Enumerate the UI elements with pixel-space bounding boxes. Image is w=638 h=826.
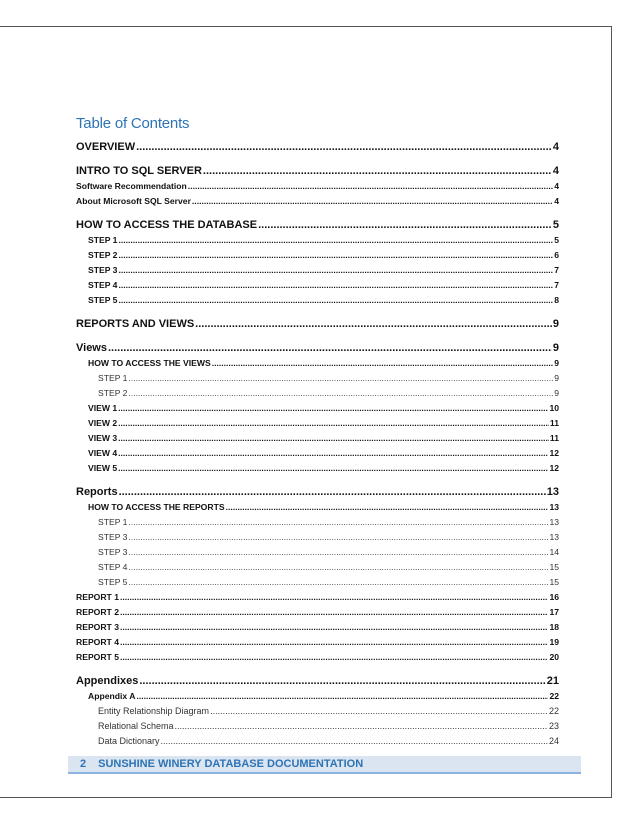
toc-entry-page: 13	[549, 517, 559, 527]
toc-leader-dots	[226, 500, 549, 515]
toc-entry-label: STEP 4	[98, 562, 128, 572]
toc-entry-page: 19	[549, 637, 559, 647]
toc-entry-label: REPORTS AND VIEWS	[76, 318, 195, 330]
toc-entry-page: 23	[548, 721, 559, 731]
toc-leader-dots	[118, 461, 548, 476]
toc-leader-dots	[120, 620, 548, 635]
toc-entry-label: STEP 2	[88, 250, 118, 260]
toc-leader-dots	[108, 341, 552, 356]
toc-leader-dots	[203, 164, 552, 179]
toc-entry-page: 13	[549, 502, 559, 512]
toc-leader-dots	[175, 719, 548, 734]
toc-entry[interactable]	[76, 485, 559, 500]
toc-leader-dots	[118, 278, 553, 293]
toc-entry[interactable]	[76, 218, 559, 233]
toc-entry[interactable]	[76, 605, 559, 620]
toc-leader-dots	[118, 233, 553, 248]
toc-entry-label: About Microsoft SQL Server	[76, 196, 191, 206]
toc-entry[interactable]	[76, 674, 559, 689]
toc-entry-page: 7	[554, 265, 559, 275]
toc-entry-page: 4	[552, 165, 559, 177]
toc-leader-dots	[212, 356, 554, 371]
toc-entry-page: 20	[549, 652, 559, 662]
toc-entry[interactable]	[76, 560, 559, 575]
toc-leader-dots	[118, 401, 548, 416]
toc-leader-dots	[128, 371, 553, 386]
toc-entry[interactable]	[76, 461, 559, 476]
toc-entry-label: STEP 3	[88, 265, 118, 275]
toc-entry-label: Views	[76, 342, 107, 354]
toc-entry-page: 8	[554, 295, 559, 305]
toc-entry-label: Appendix A	[88, 691, 136, 701]
toc-entry[interactable]	[76, 386, 559, 401]
toc-leader-dots	[161, 734, 548, 749]
toc-entry-page: 22	[548, 706, 559, 716]
toc-leader-dots	[118, 446, 548, 461]
toc-entry-label: Data Dictionary	[98, 736, 160, 746]
toc-leader-dots	[118, 416, 549, 431]
toc-leader-dots	[128, 515, 548, 530]
toc-entry-label: Software Recommendation	[76, 181, 187, 191]
toc-entry-label: Reports	[76, 486, 118, 498]
footer-page-number: 2	[80, 758, 87, 770]
toc-entry-page: 12	[549, 463, 559, 473]
toc-entry[interactable]	[76, 500, 559, 515]
toc-entry-label: STEP 5	[98, 577, 128, 587]
toc-entry[interactable]	[76, 635, 559, 650]
toc-entry-label: HOW TO ACCESS THE DATABASE	[76, 219, 258, 231]
toc-entry-label: REPORT 2	[76, 607, 119, 617]
toc-entry-label: STEP 5	[88, 295, 118, 305]
toc-leader-dots	[120, 650, 548, 665]
toc-leader-dots	[118, 431, 549, 446]
toc-entry[interactable]	[76, 140, 559, 155]
toc-entry-label: STEP 1	[88, 235, 118, 245]
toc-entry-page: 6	[554, 250, 559, 260]
toc-entry[interactable]	[76, 233, 559, 248]
toc-entry-page: 11	[549, 418, 559, 428]
toc-leader-dots	[136, 140, 552, 155]
toc-leader-dots	[128, 575, 548, 590]
toc-entry[interactable]	[76, 704, 559, 719]
toc-entry[interactable]	[76, 446, 559, 461]
table-of-contents	[76, 140, 559, 749]
toc-entry-label: Appendixes	[76, 675, 139, 687]
toc-leader-dots	[128, 386, 553, 401]
toc-leader-dots	[118, 293, 553, 308]
toc-entry-page: 13	[546, 486, 559, 498]
toc-entry-page: 11	[549, 433, 559, 443]
toc-entry-page: 9	[554, 373, 559, 383]
toc-leader-dots	[210, 704, 548, 719]
toc-leader-dots	[119, 485, 546, 500]
toc-entry-page: 9	[552, 342, 559, 354]
toc-entry-page: 9	[554, 358, 559, 368]
toc-entry-label: HOW TO ACCESS THE REPORTS	[88, 502, 225, 512]
toc-entry[interactable]	[76, 734, 559, 749]
toc-entry-page: 4	[554, 196, 559, 206]
toc-leader-dots	[136, 689, 548, 704]
toc-entry-label: STEP 3	[98, 532, 128, 542]
toc-entry-page: 5	[554, 235, 559, 245]
toc-entry-label: STEP 1	[98, 517, 128, 527]
toc-leader-dots	[118, 248, 553, 263]
toc-leader-dots	[120, 605, 548, 620]
toc-leader-dots	[128, 530, 548, 545]
toc-entry[interactable]	[76, 194, 559, 209]
toc-entry[interactable]	[76, 401, 559, 416]
toc-entry-label: STEP 4	[88, 280, 118, 290]
toc-leader-dots	[120, 590, 548, 605]
toc-entry-label: Relational Schema	[98, 721, 174, 731]
toc-entry-label: STEP 3	[98, 547, 128, 557]
toc-entry[interactable]	[76, 650, 559, 665]
toc-entry-label: VIEW 4	[88, 448, 118, 458]
toc-entry[interactable]	[76, 263, 559, 278]
toc-entry-label: REPORT 3	[76, 622, 119, 632]
toc-leader-dots	[120, 635, 548, 650]
toc-entry-page: 12	[549, 448, 559, 458]
page-footer	[68, 756, 581, 774]
toc-entry-page: 22	[549, 691, 559, 701]
toc-entry-label: STEP 1	[98, 373, 128, 383]
footer-title: SUNSHINE WINERY DATABASE DOCUMENTATION	[98, 758, 364, 770]
toc-entry[interactable]	[76, 575, 559, 590]
toc-entry[interactable]	[76, 620, 559, 635]
toc-entry-page: 9	[552, 318, 559, 330]
toc-entry-label: REPORT 4	[76, 637, 119, 647]
toc-entry[interactable]	[76, 590, 559, 605]
toc-entry-page: 15	[549, 562, 559, 572]
toc-entry[interactable]	[76, 431, 559, 446]
toc-entry[interactable]	[76, 356, 559, 371]
toc-leader-dots	[195, 317, 552, 332]
toc-entry-label: HOW TO ACCESS THE VIEWS	[88, 358, 211, 368]
toc-entry-page: 5	[552, 219, 559, 231]
toc-entry-label: VIEW 5	[88, 463, 118, 473]
toc-entry-label: REPORT 1	[76, 592, 119, 602]
toc-entry[interactable]	[76, 689, 559, 704]
toc-entry[interactable]	[76, 530, 559, 545]
toc-entry-label: OVERVIEW	[76, 141, 136, 153]
toc-leader-dots	[192, 194, 553, 209]
toc-entry[interactable]	[76, 341, 559, 356]
toc-entry-page: 17	[549, 607, 559, 617]
toc-entry[interactable]	[76, 293, 559, 308]
toc-entry-page: 15	[549, 577, 559, 587]
toc-title: Table of Contents	[76, 115, 190, 132]
toc-entry[interactable]	[76, 515, 559, 530]
toc-entry[interactable]	[76, 371, 559, 386]
toc-entry-page: 4	[552, 141, 559, 153]
toc-leader-dots	[128, 560, 548, 575]
toc-entry-page: 21	[546, 675, 559, 687]
toc-entry-page: 24	[548, 736, 559, 746]
toc-entry[interactable]	[76, 278, 559, 293]
toc-entry-page: 4	[554, 181, 559, 191]
toc-leader-dots	[258, 218, 552, 233]
toc-leader-dots	[188, 179, 553, 194]
toc-entry-page: 10	[549, 403, 559, 413]
toc-entry-label: VIEW 1	[88, 403, 118, 413]
toc-entry[interactable]	[76, 719, 559, 734]
toc-entry-label: VIEW 2	[88, 418, 118, 428]
toc-entry-label: STEP 2	[98, 388, 128, 398]
toc-leader-dots	[128, 545, 548, 560]
toc-entry[interactable]	[76, 416, 559, 431]
toc-entry[interactable]	[76, 164, 559, 179]
toc-leader-dots	[118, 263, 553, 278]
toc-entry-page: 14	[549, 547, 559, 557]
toc-entry[interactable]	[76, 317, 559, 332]
toc-entry[interactable]	[76, 179, 559, 194]
toc-entry-page: 13	[549, 532, 559, 542]
toc-entry-label: Entity Relationship Diagram	[98, 706, 210, 716]
toc-entry[interactable]	[76, 248, 559, 263]
toc-entry-label: REPORT 5	[76, 652, 119, 662]
toc-entry-label: INTRO TO SQL SERVER	[76, 165, 202, 177]
toc-entry-page: 7	[554, 280, 559, 290]
toc-entry-page: 18	[549, 622, 559, 632]
toc-entry-page: 16	[549, 592, 559, 602]
toc-entry-label: VIEW 3	[88, 433, 118, 443]
toc-leader-dots	[139, 674, 545, 689]
toc-entry[interactable]	[76, 545, 559, 560]
toc-entry-page: 9	[554, 388, 559, 398]
